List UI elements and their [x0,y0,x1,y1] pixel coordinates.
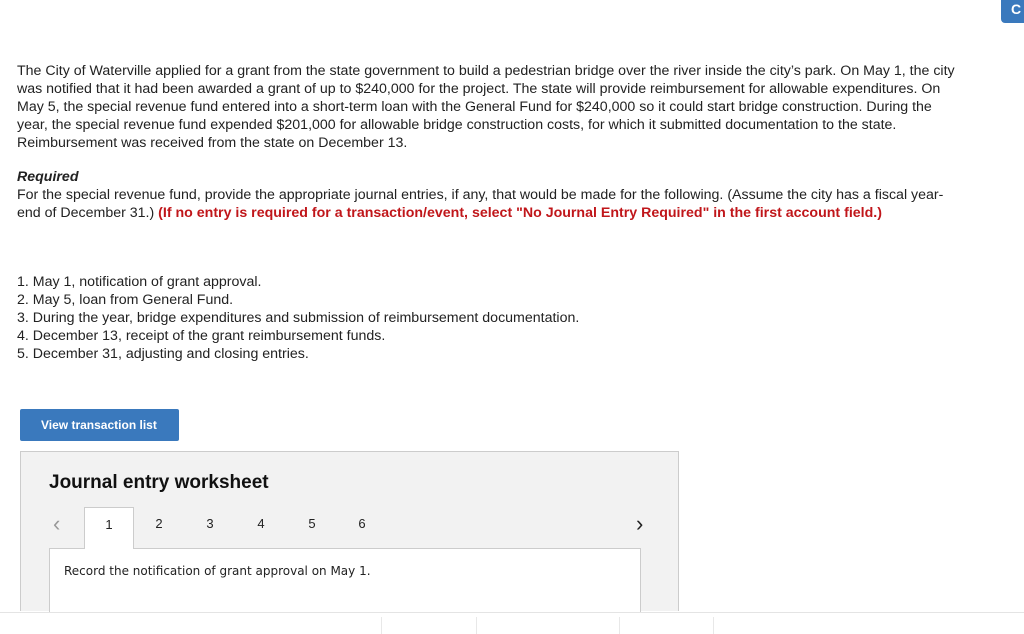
transaction-list [17,273,579,363]
tab-4[interactable]: 4 [257,516,265,531]
chevron-left-icon[interactable]: ‹ [53,511,61,536]
chevron-right-icon[interactable]: › [636,511,644,536]
required-section [17,168,957,222]
bottom-divider [381,617,382,634]
problem-text: The City of Waterville applied for a grant from the state government to build a pedestrian bridge over the river inside the city’s park. On May 1, the city was notified that it had been awarded a grant of up to $240,000 for the project. The state will provide reimbursement for allowable expenditures. On May 5, the special revenue fund entered into a short-term loan with the General Fund for $240,000 so it could start bridge construction. During the year, the special revenue fund expended $201,000 for allowable bridge construction costs, for which it submitted documentation to the state. Reimbursement was received from the state on December 13. [17,63,955,151]
bottom-divider [476,617,477,634]
bottom-divider [713,617,714,634]
view-transaction-list-button[interactable]: View transaction list [20,409,179,441]
tab-5[interactable]: 5 [308,516,316,531]
journal-entry-worksheet [20,451,679,611]
list-item: 3. During the year, bridge expenditures and submission of reimbursement documentation. [17,310,580,326]
list-item: 2. May 5, loan from General Fund. [17,292,234,308]
bottom-divider [619,617,620,634]
corner-button[interactable]: C [1001,0,1024,23]
tab-3[interactable]: 3 [206,516,214,531]
required-instructions [17,186,957,222]
worksheet-tabs [21,507,678,549]
required-note: (If no entry is required for a transaction/event, select "No Journal Entry Required" in the first account field.) [158,205,882,221]
required-text: For the special revenue fund, provide the appropriate journal entries, if any, that would be made for the following. (Assume the city has a fiscal year-end of December 31.) [17,187,944,221]
list-item: 1. May 1, notification of grant approval. [17,274,262,290]
tab-6[interactable]: 6 [358,516,366,531]
tab-1[interactable]: 1 [84,507,134,549]
bottom-bar [0,612,1024,634]
list-item: 5. December 31, adjusting and closing entries. [17,346,309,362]
worksheet-instruction: Record the notification of grant approval on May 1. [64,564,371,578]
tab-2[interactable]: 2 [155,516,163,531]
list-item: 4. December 13, receipt of the grant reimbursement funds. [17,328,386,344]
worksheet-panel [49,548,641,612]
required-heading: Required [17,169,79,185]
worksheet-title: Journal entry worksheet [49,472,269,493]
